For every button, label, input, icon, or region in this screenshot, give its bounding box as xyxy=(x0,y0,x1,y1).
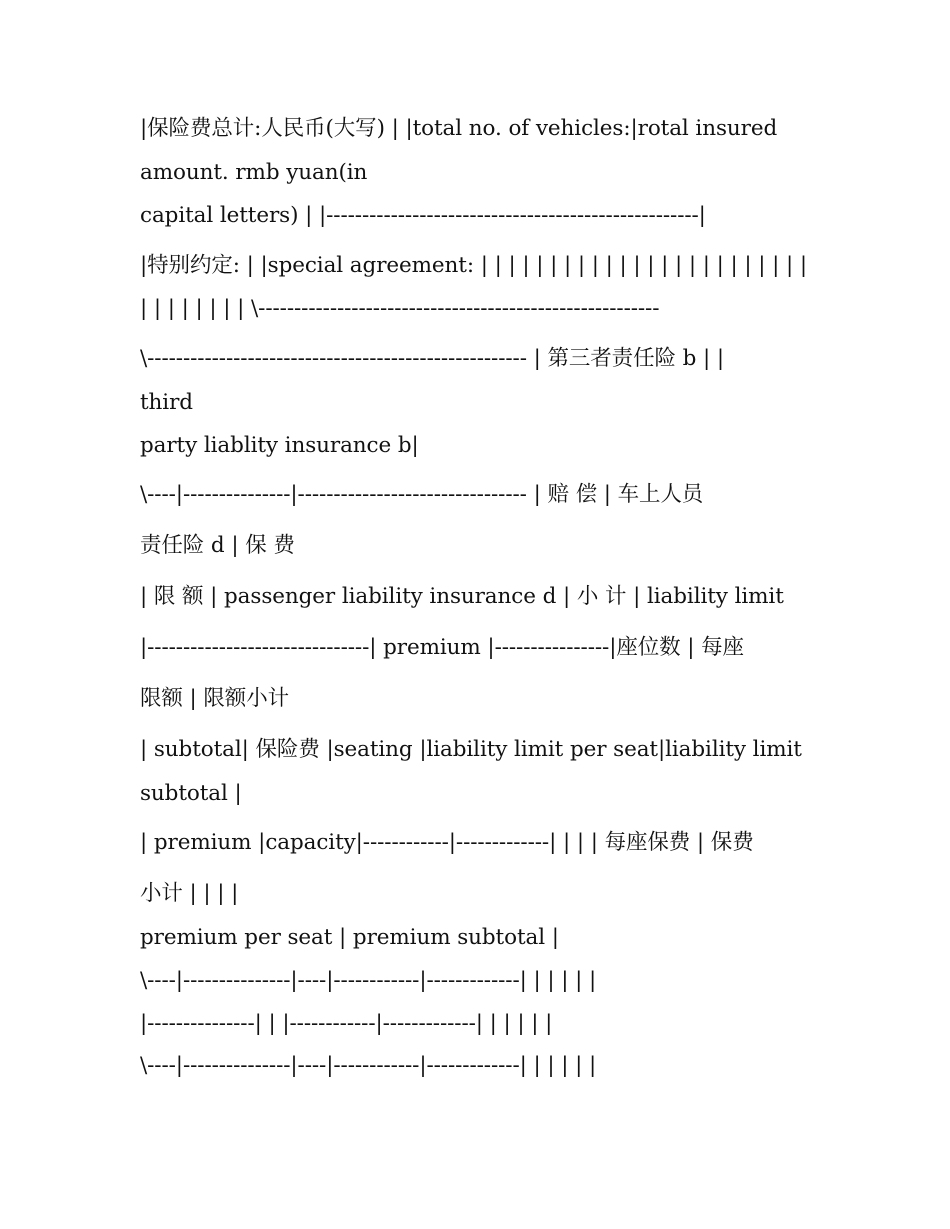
text-line: amount. rmb yuan(in xyxy=(140,160,368,185)
text-line: |-------------------------------| premium |----------------|座位数 | 每座 xyxy=(140,635,744,660)
text-line: \----------------------------------------------------- | 第三者责任险 b | | xyxy=(140,346,725,371)
text-line: \----|---------------|-------------------------------- | 赔 偿 | 车上人员 xyxy=(140,482,704,507)
text-line: |---------------| | |------------|-------------| | | | | | xyxy=(140,1011,553,1036)
text-line: | premium |capacity|------------|-------------| | | | 每座保费 | 保费 xyxy=(140,830,754,855)
text-line: | subtotal| 保险费 |seating |liability limit per seat|liability limit xyxy=(140,737,802,762)
text-line: party liablity insurance b| xyxy=(140,433,419,458)
text-line: \----|---------------|----|------------|-------------| | | | | | xyxy=(140,1053,597,1078)
text-line: 小计 | | | | xyxy=(140,881,239,906)
text-line: |保险费总计:人民币(大写) | |total no. of vehicles:|rotal insured xyxy=(140,116,778,141)
text-line: | | | | | | | | \-------------------------------------------------------- xyxy=(140,296,660,321)
text-line: |特别约定: | |special agreement: | | | | | | | | | | | | | | | | | | | | | | | | xyxy=(140,253,808,278)
text-line: capital letters) | |----------------------------------------------------| xyxy=(140,203,706,228)
text-line: subtotal | xyxy=(140,781,242,806)
text-line: 责任险 d | 保 费 xyxy=(140,533,295,558)
text-line: 限额 | 限额小计 xyxy=(140,686,290,711)
text-line: \----|---------------|----|------------|-------------| | | | | | xyxy=(140,968,597,993)
text-line: | 限 额 | passenger liability insurance d | 小 计 | liability limit xyxy=(140,584,784,609)
text-line: third xyxy=(140,390,193,415)
text-line: premium per seat | premium subtotal | xyxy=(140,925,559,950)
